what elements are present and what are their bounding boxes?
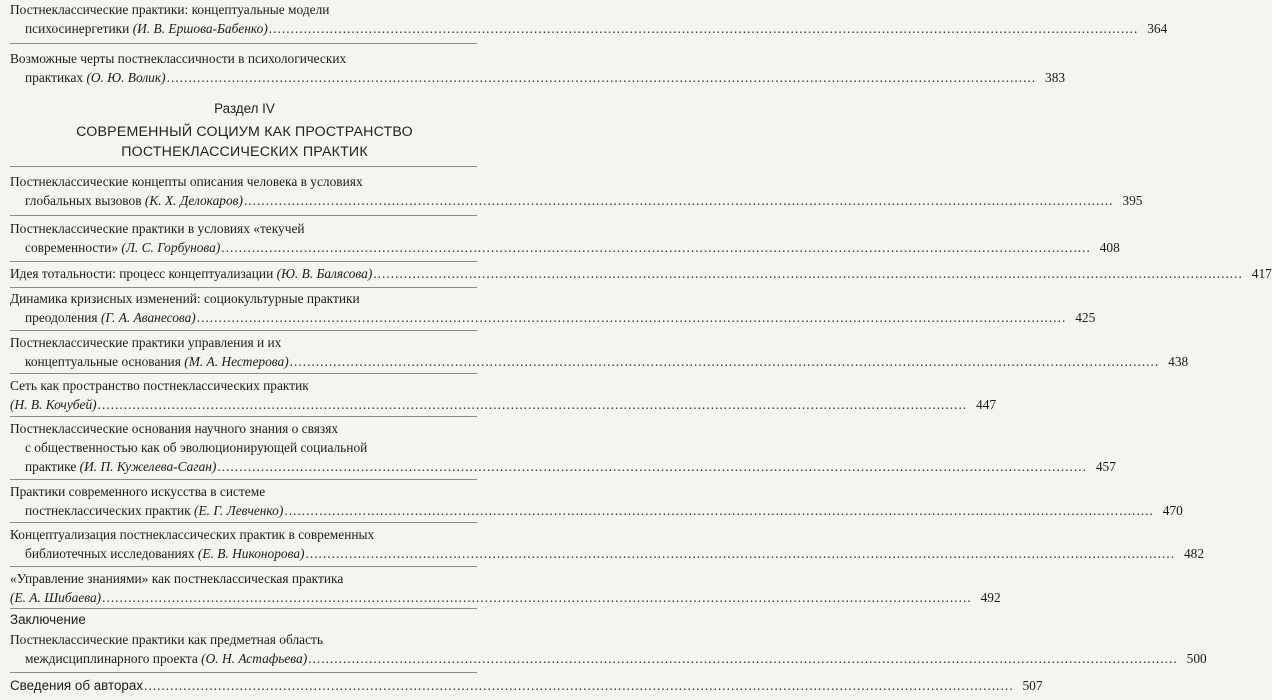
page-number: 457 (1095, 459, 1116, 474)
entry-title-line: Постнеклассические практики: концептуальные модели (10, 2, 330, 17)
entry-title-line: Постнеклассические концепты описания человека в условиях (10, 174, 363, 189)
entry-title-line: концептуальные основания (25, 354, 181, 369)
leader-dots (217, 457, 1087, 476)
toc-entry (10, 264, 1272, 283)
entry-title-line: преодоления (25, 310, 98, 325)
toc-entry (10, 49, 1066, 87)
entry-title-line: библиотечных исследованиях (25, 546, 195, 561)
divider (10, 215, 477, 216)
toc-entry (10, 482, 1183, 520)
divider (10, 566, 477, 567)
page-number: 364 (1147, 21, 1168, 36)
toc-entry (10, 333, 1189, 371)
entry-title-line: практиках (25, 70, 84, 85)
divider (10, 608, 477, 609)
page-number: 470 (1162, 503, 1183, 518)
page-number: 408 (1099, 240, 1120, 255)
entry-title-line: Постнеклассические основания научного знания о связях (10, 421, 339, 436)
leader-dots (308, 649, 1178, 668)
leader-dots (306, 544, 1176, 563)
leader-dots (221, 238, 1091, 257)
entry-author: (Ю. В. Балясова) (276, 266, 373, 281)
divider (10, 166, 477, 167)
entry-title-line: современности» (25, 240, 119, 255)
leader-dots (98, 395, 968, 414)
toc-entry (10, 569, 1001, 607)
entry-title-line: Концептуализация постнеклассических практик в современных (10, 527, 375, 542)
entry-author: (Г. А. Аванесова) (100, 310, 196, 325)
entry-author: (О. Ю. Волик) (86, 70, 166, 85)
toc-entry (10, 525, 1205, 563)
page-number: 507 (1022, 678, 1043, 693)
leader-dots (102, 588, 972, 607)
page-number: 383 (1045, 70, 1066, 85)
page-number: 395 (1122, 193, 1143, 208)
entry-title-line: практике (25, 459, 77, 474)
entry-author: (Е. Г. Левченко) (193, 503, 284, 518)
divider (10, 287, 477, 288)
conclusion-label: Заключение (10, 612, 86, 627)
toc-entry (10, 172, 1143, 210)
entry-title-line: Идея тотальности: процесс концептуализации (10, 266, 274, 281)
entry-author: (Л. С. Горбунова) (121, 240, 221, 255)
toc-entry (10, 376, 997, 414)
leader-dots (244, 191, 1114, 210)
entry-title-line: глобальных вызовов (25, 193, 142, 208)
entry-author: (Е. В. Никонорова) (197, 546, 305, 561)
entry-author: (И. П. Кужелева-Саган) (79, 459, 217, 474)
page-number: 447 (976, 397, 997, 412)
page-number: 417 (1251, 266, 1272, 281)
entry-title-line: Постнеклассические практики в условиях «текучей (10, 221, 305, 236)
toc-entry (10, 676, 1043, 695)
leader-dots (290, 352, 1160, 371)
section-label: Раздел IV (214, 101, 275, 116)
section-title: СОВРЕМЕННЫЙ СОЦИУМ КАК ПРОСТРАНСТВО (76, 124, 413, 140)
leader-dots (269, 19, 1139, 38)
entry-title-line: Практики современного искусства в системе (10, 484, 266, 499)
entry-title-line: «Управление знаниями» как постнеклассическая практика (10, 571, 344, 586)
toc-entry (10, 289, 1096, 327)
divider (10, 373, 477, 374)
entry-author: (К. Х. Делокаров) (144, 193, 243, 208)
entry-title-line: психосинергетики (25, 21, 130, 36)
page-number: 438 (1168, 354, 1189, 369)
divider (10, 522, 477, 523)
leader-dots (284, 501, 1154, 520)
entry-title-line: Постнеклассические практики как предметная область (10, 632, 324, 647)
page-number: 482 (1183, 546, 1205, 561)
divider (10, 672, 477, 673)
page-number: 492 (980, 590, 1001, 605)
divider (10, 261, 477, 262)
page-number: 500 (1186, 651, 1207, 666)
entry-title-line: Динамика кризисных изменений: социокультурные практики (10, 291, 360, 306)
entry-title-line: Возможные черты постнеклассичности в психологических (10, 51, 347, 66)
entry-title-line: постнеклассических практик (25, 503, 191, 518)
leader-dots (144, 676, 1014, 695)
toc-entry (10, 419, 1116, 476)
entry-author: (Н. В. Кочубей) (10, 397, 97, 412)
section-title: ПОСТНЕКЛАССИЧЕСКИХ ПРАКТИК (121, 144, 368, 160)
entry-author: (О. Н. Астафьева) (201, 651, 308, 666)
divider (10, 416, 477, 417)
divider (10, 479, 477, 480)
leader-dots (167, 68, 1037, 87)
entry-author: (Е. А. Шибаева) (10, 590, 102, 605)
entry-title-line: с общественностью как об эволюционирующей социальной (25, 440, 368, 455)
leader-dots (197, 308, 1067, 327)
entry-author: (И. В. Ершова-Бабенко) (132, 21, 268, 36)
entry-title-line: Постнеклассические практики управления и их (10, 335, 282, 350)
divider (10, 43, 477, 44)
toc-entry (10, 630, 1207, 668)
page-number: 425 (1075, 310, 1096, 325)
entry-author: (М. А. Нестерова) (184, 354, 289, 369)
entry-title-line: Сеть как пространство постнеклассических практик (10, 378, 309, 393)
toc-entry (10, 0, 1168, 38)
entry-title-line: междисциплинарного проекта (25, 651, 198, 666)
toc-entry (10, 219, 1120, 257)
divider (10, 330, 477, 331)
authors-info-label: Сведения об авторах (10, 678, 144, 693)
leader-dots (373, 264, 1243, 283)
